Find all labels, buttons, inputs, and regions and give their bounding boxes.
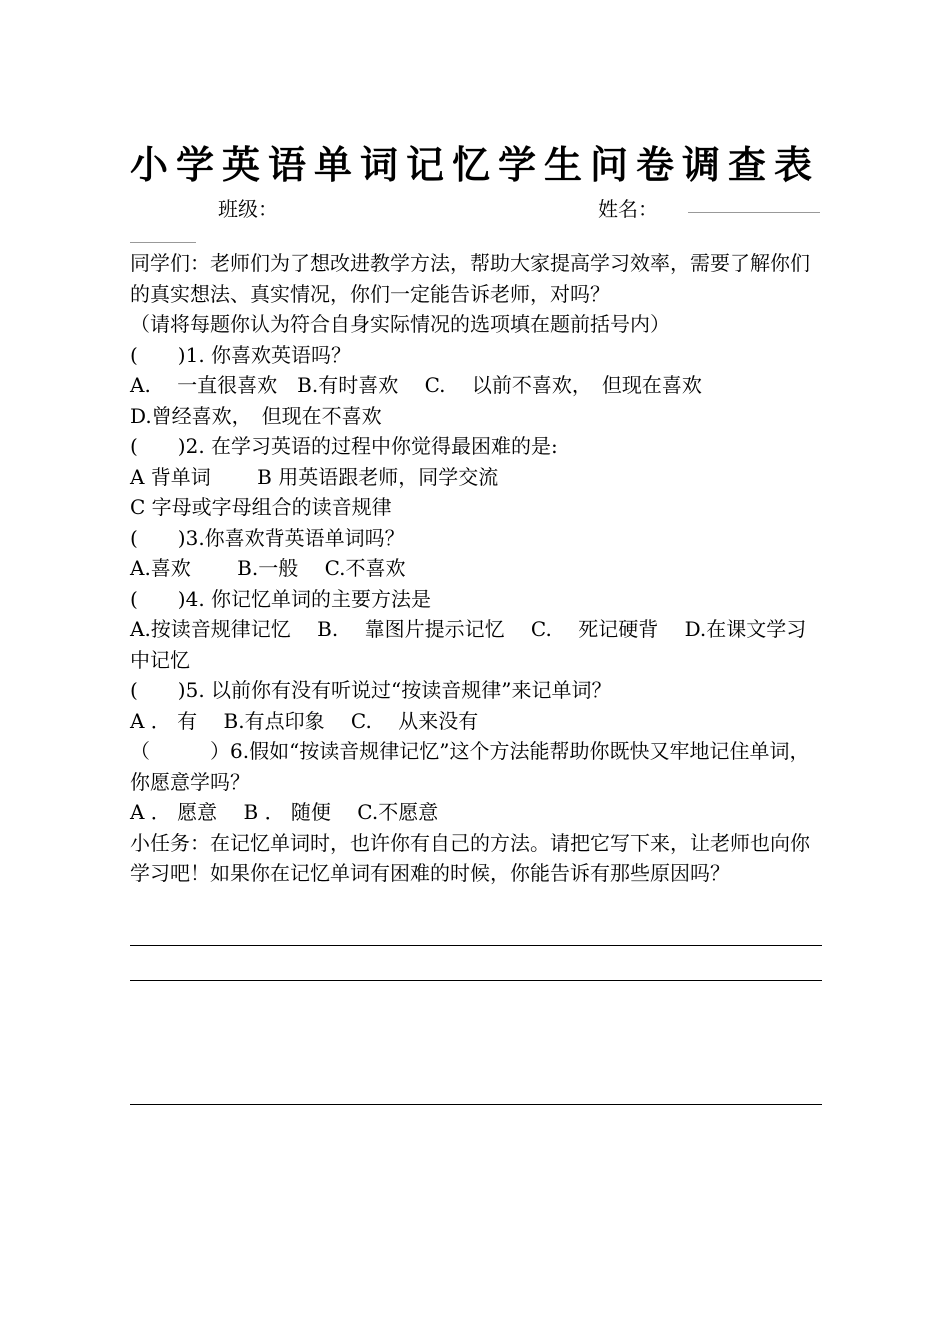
question-2-options: A 背单词 B 用英语跟老师，同学交流 [130,464,499,489]
question-2: ( )2. 在学习英语的过程中你觉得最困难的是: [130,434,558,458]
question-1-options: A. 一直很喜欢 B.有时喜欢 C. 以前不喜欢， 但现在喜欢 [130,373,702,397]
question-1-options: D.曾经喜欢， 但现在不喜欢 [130,403,382,428]
answer-line[interactable] [130,945,822,946]
question-6: （ ）6.假如“按读音规律记忆”这个方法能帮助你既快又牢地记住单词，你愿意学吗？ [130,739,810,794]
question-6-options: A ． 愿意 B ． 随便 C.不愿意 [130,800,439,824]
answer-line[interactable] [130,980,822,981]
class-fill-line[interactable] [130,242,196,243]
intro-text: 同学们：老师们为了想改进教学方法，帮助大家提高学习效率，需要了解你们的真实想法、真实情况，你们一定能告诉老师，对吗？ [130,251,810,306]
question-4-options: A.按读音规律记忆 B. 靠图片提示记忆 C. 死记硬背 D.在课文学习中记忆 [130,617,807,672]
question-4: ( )4. 你记忆单词的主要方法是 [130,586,432,611]
question-1: ( )1. 你喜欢英语吗？ [130,342,352,367]
class-label: 班级： [218,197,278,221]
name-fill-line[interactable] [688,212,820,213]
task-text: 小任务：在记忆单词时，也许你有自己的方法。请把它写下来，让老师也向你学习吧！如果你在记忆单词有困难的时候，你能告诉有那些原因吗？ [130,830,810,885]
questionnaire-body [130,248,822,889]
question-5-options: A ． 有 B.有点印象 C. 从来没有 [130,708,479,733]
name-label: 姓名： [598,197,658,221]
question-3: ( )3.你喜欢背英语单词吗？ [130,525,405,550]
question-2-options: C 字母或字母组合的读音规律 [130,495,392,519]
answer-line[interactable] [130,1104,822,1105]
question-3-options: A.喜欢 B.一般 C.不喜欢 [130,556,406,580]
instruction-text: （请将每题你认为符合自身实际情况的选项填在题前括号内） [130,312,670,336]
page-title: 小学英语单词记忆学生问卷调查表 [130,143,821,187]
question-5: ( )5. 以前你有没有听说过“按读音规律”来记单词？ [130,678,612,702]
